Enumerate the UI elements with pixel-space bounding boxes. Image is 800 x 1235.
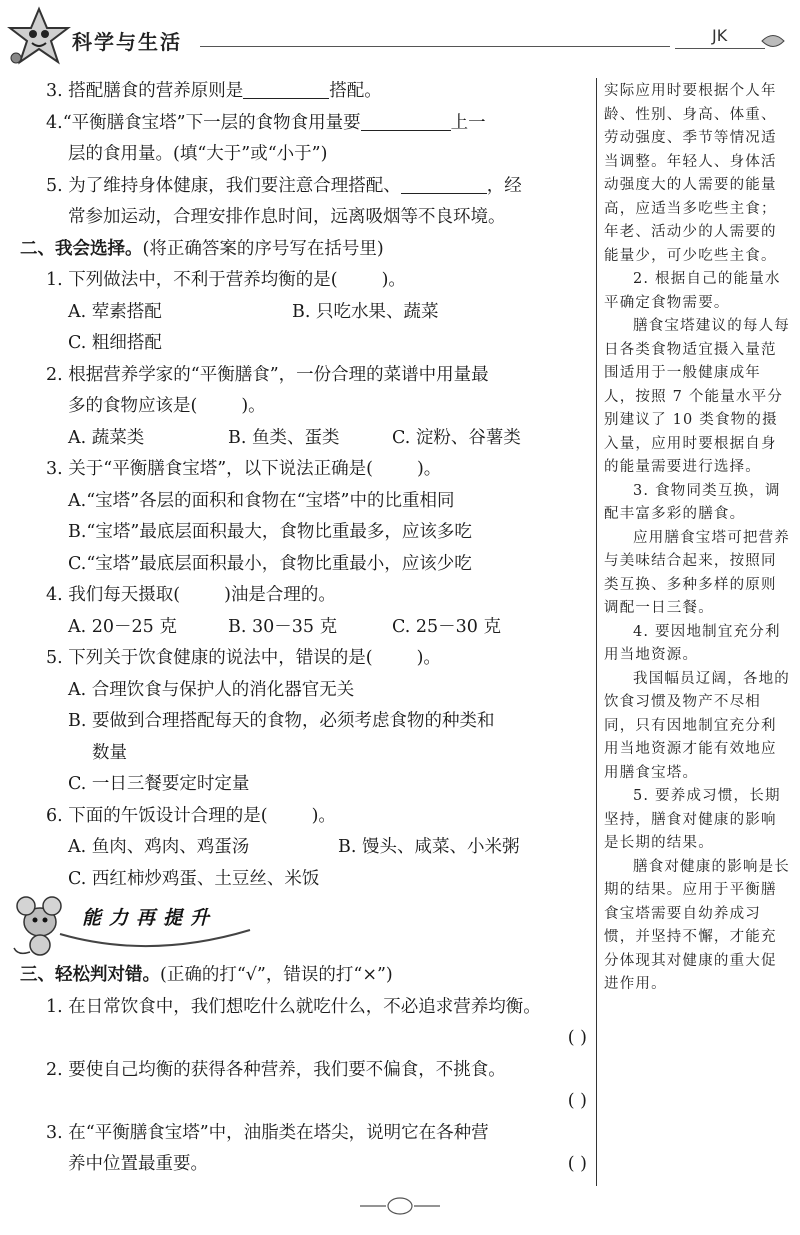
choice-options-4: A. 20－25 克 B. 30－35 克 C. 25－30 克: [68, 616, 501, 637]
answer-blank[interactable]: [361, 110, 451, 131]
choice-question-6: 6. 下面的午饭设计合理的是( )。: [46, 805, 336, 826]
answer-blank[interactable]: [401, 173, 487, 194]
star-mascot-icon: [4, 6, 74, 68]
choice-option-6c: C. 西红柿炒鸡蛋、土豆丝、米饭: [68, 868, 320, 889]
sidebar-heading: 2. 根据自己的能量水平确定食物需要。: [604, 271, 781, 311]
page-number-ornament-icon: [358, 1196, 442, 1216]
page-header: [0, 0, 800, 70]
fill-question-5: 5. 为了维持身体健康，我们要注意合理搭配、 ，经: [20, 171, 595, 203]
choice-option-3b: B.“宝塔”最底层面积最大，食物比重最多，应该多吃: [68, 522, 472, 542]
choice-question-5: 5. 下列关于饮食健康的说法中，错误的是( )。: [46, 648, 441, 668]
choice-question-2: 2. 根据营养学家的“平衡膳食”，一份合理的菜谱中用量最: [46, 364, 489, 385]
judgement-section: [20, 960, 595, 1181]
fill-question-4: 4.“平衡膳食宝塔”下一层的食物食用量要 上一: [20, 108, 595, 140]
sidebar-paragraph: 膳食宝塔建议的每人每日各类食物适宜摄入量范围适用于一般健康成年人，按照 7 个能量水平分别建议了 10 类食物的摄入量，应用时要根据自身的能量需要进行选择。: [604, 318, 790, 475]
choice-option-3a: A.“宝塔”各层的面积和食物在“宝塔”中的比重相同: [68, 490, 455, 511]
judge-question-3: 3. 在“平衡膳食宝塔”中，油脂类在塔尖，说明它在各种营: [46, 1122, 489, 1143]
section-judge-title: 三、轻松判对错。(正确的打“√”，错误的打“×”): [20, 965, 393, 985]
sidebar-paragraph: 实际应用时要根据个人年龄、性别、身高、体重、劳动强度、季节等情况适当调整。年轻人、身体活动强度大的人需要的能量高，应适当多吃些主食；年老、活动少的人需要的能量少，可少吃些主食。: [604, 83, 777, 264]
sidebar-paragraph: 我国幅员辽阔，各地的饮食习惯及物产不尽相同，只有因地制宜充分利用当地资源才能有效地应用膳食宝塔。: [604, 670, 790, 781]
choice-question-3: 3. 关于“平衡膳食宝塔”，以下说法正确是( )。: [46, 459, 442, 479]
header-code: JK: [712, 26, 728, 45]
choice-question-4: 4. 我们每天摄取( )油是合理的。: [46, 585, 336, 605]
answer-blank[interactable]: [243, 78, 329, 99]
choice-option-5b: B. 要做到合理搭配每天的食物，必须考虑食物的种类和: [68, 711, 495, 731]
choice-option-5c: C. 一日三餐要定时定量: [68, 774, 250, 794]
header-title: 科学与生活: [72, 30, 182, 54]
judge-answer-paren[interactable]: ( ): [567, 1028, 587, 1048]
judge-answer-paren[interactable]: ( ): [567, 1154, 587, 1174]
header-rule: [200, 46, 670, 47]
choice-option-5a: A. 合理饮食与保护人的消化器官无关: [68, 679, 355, 700]
choice-options-1: A. 荤素搭配 B. 只吃水果、蔬菜: [68, 301, 439, 322]
judge-question-2: 2. 要使自己均衡的获得各种营养，我们要不偏食，不挑食。: [46, 1059, 506, 1080]
choice-option-1c: C. 粗细搭配: [68, 333, 162, 353]
judge-answer-paren[interactable]: ( ): [567, 1091, 587, 1111]
section-choice-title: 二、我会选择。(将正确答案的序号写在括号里): [20, 238, 384, 259]
judge-question-3-cont: 养中位置最重要。 ( ): [20, 1149, 595, 1181]
fill-question-3: 3. 搭配膳食的营养原则是 搭配。: [20, 76, 595, 108]
judge-question-1: 1. 在日常饮食中，我们想吃什么就吃什么，不必追求营养均衡。: [46, 996, 541, 1017]
choice-options-2: A. 蔬菜类 B. 鱼类、蛋类 C. 淀粉、谷薯类: [68, 427, 521, 448]
leaf-icon: [760, 30, 786, 52]
sidebar-heading: 4. 要因地制宜充分利用当地资源。: [604, 623, 781, 663]
sidebar-heading: 3. 食物同类互换，调配丰富多彩的膳食。: [604, 482, 781, 522]
choice-question-2-cont: 多的食物应该是( )。: [68, 396, 266, 416]
banner-title: 能力再提升: [82, 907, 218, 929]
sidebar-heading: 5. 要养成习惯，长期坚持，膳食对健康的影响是长期的结果。: [604, 788, 781, 851]
choice-question-1: 1. 下列做法中，不利于营养均衡的是( )。: [46, 270, 406, 290]
column-divider: [596, 78, 597, 1186]
header-rule-right: [675, 48, 765, 49]
fill-question-4-cont: 层的食用量。(填“大于”或“小于”): [68, 144, 328, 164]
fill-question-5-cont: 常参加运动，合理安排作息时间，远离吸烟等不良环境。: [68, 207, 506, 227]
sidebar-paragraph: 膳食对健康的影响是长期的结果。应用于平衡膳食宝塔需要自幼养成习惯，并坚持不懈，才能充分体现其对健康的重大促进作用。: [604, 858, 790, 992]
choice-option-3c: C.“宝塔”最底层面积最小，食物比重最小，应该少吃: [68, 553, 472, 574]
sidebar-notes: [604, 80, 792, 997]
sidebar-paragraph: 应用膳食宝塔可把营养与美味结合起来，按照同类互换、多种多样的原则调配一日三餐。: [604, 529, 790, 616]
choice-option-5b-cont: 数量: [92, 742, 127, 763]
main-column: [20, 76, 595, 895]
choice-options-6: A. 鱼肉、鸡肉、鸡蛋汤 B. 馒头、咸菜、小米粥: [68, 837, 520, 857]
